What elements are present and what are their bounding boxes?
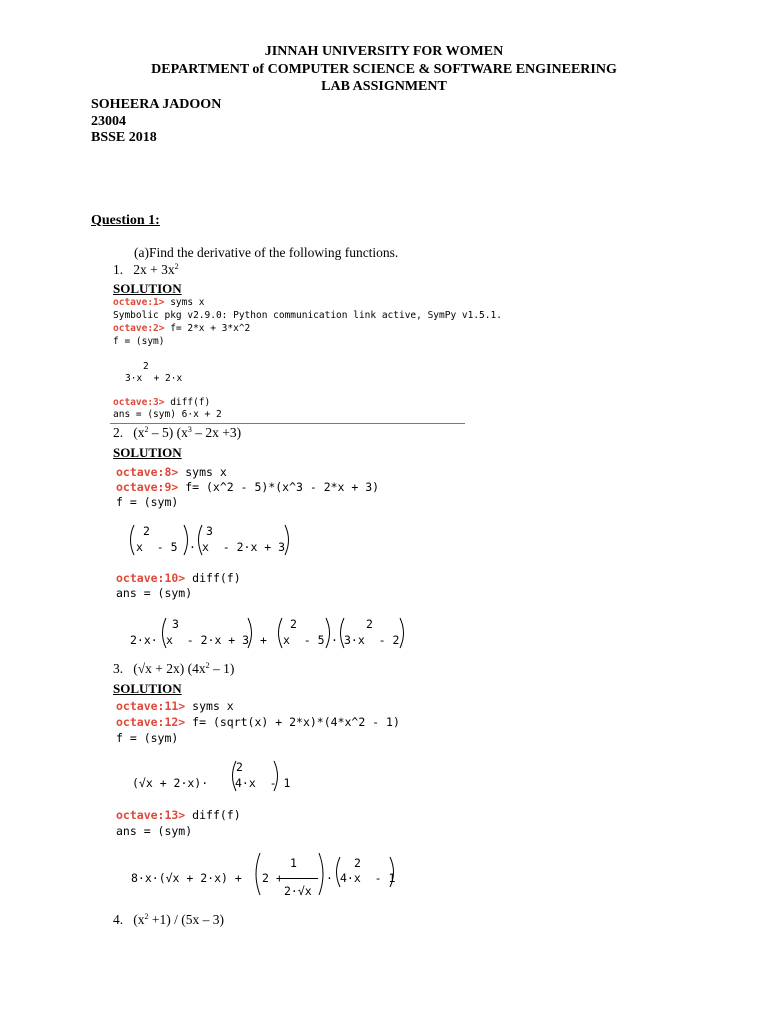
console-2-d-plus: + xyxy=(260,633,267,647)
console-1-f-exponent: 2 xyxy=(143,361,149,372)
solution-label-2: SOLUTION xyxy=(113,445,182,460)
department-title: DEPARTMENT of COMPUTER SCIENCE & SOFTWARE ENGINEERING xyxy=(151,62,617,77)
console-2-f-term-1: x - 5 xyxy=(136,540,178,554)
console-3-f-term-2: 4·x - 1 xyxy=(235,776,291,790)
student-id: 23004 xyxy=(91,114,126,129)
console-3-f-sup: 2 xyxy=(236,760,243,774)
console-3-line-2: octave:12> f= (sqrt(x) + 2*x)*(4*x^2 - 1) xyxy=(116,715,400,729)
console-1-line-1: octave:1> syms x xyxy=(113,297,205,308)
console-2-line-3: octave:10> diff(f) xyxy=(116,571,241,585)
console-3-f-paren-right xyxy=(272,760,282,792)
console-2-d-dot: · xyxy=(331,633,338,647)
console-2-f-line: f = (sym) xyxy=(116,495,179,509)
console-2-d-term-3: 3·x - 2 xyxy=(344,633,400,647)
student-batch: BSSE 2018 xyxy=(91,130,157,145)
console-3-d-paren-left-1 xyxy=(252,852,262,896)
console-3-d-lead: 8·x·(√x + 2·x) + xyxy=(131,871,242,885)
console-1-pkg-line: Symbolic pkg v2.9.0: Python communication link active, SymPy v1.5.1. xyxy=(113,310,502,321)
console-2-d-sup-3: 2 xyxy=(366,617,373,631)
console-2-f-term-2: x - 2·x + 3 xyxy=(202,540,286,554)
console-3-line-3: octave:13> diff(f) xyxy=(116,808,241,822)
console-2-f-dot: · xyxy=(189,540,196,554)
console-3-d-paren-right-2 xyxy=(388,856,398,888)
console-2-d-paren-right-1 xyxy=(246,617,256,649)
solution-label-3: SOLUTION xyxy=(113,681,182,696)
console-2-d-term-1: x - 2·x + 3 xyxy=(166,633,250,647)
question-instruction: (a)Find the derivative of the following functions. xyxy=(134,245,399,260)
console-2-f-sup-1: 2 xyxy=(143,524,150,538)
console-3-d-fraction-bar xyxy=(282,878,318,879)
console-1-answer: ans = (sym) 6·x + 2 xyxy=(113,409,222,420)
console-3-d-dot: · xyxy=(326,871,333,885)
console-2-f-paren-left-1 xyxy=(126,524,136,556)
console-2-d-lead: 2·x· xyxy=(130,633,158,647)
console-3-d-term-3: 4·x - 1 xyxy=(340,871,396,885)
console-3-line-1: octave:11> syms x xyxy=(116,699,234,713)
console-2-d-sup-2: 2 xyxy=(290,617,297,631)
question-title: Question 1: xyxy=(91,213,160,228)
console-2-d-sup-1: 3 xyxy=(172,617,179,631)
problem-4-expression: 4. $(x^2 +1) / (5x - 3)$ xyxy=(113,912,224,927)
console-1-f-expression: 3·x + 2·x xyxy=(125,373,183,384)
console-3-d-two-plus: 2 + xyxy=(262,871,283,885)
console-1-f-line: f = (sym) xyxy=(113,336,165,347)
problem-2-expression: 2. $(x^2 - 5)$ $(x^3 - 2x +3)$ xyxy=(113,425,242,440)
console-1-line-3: octave:3> diff(f) xyxy=(113,397,211,408)
university-title: JINNAH UNIVERSITY FOR WOMEN xyxy=(264,44,504,59)
document-type: LAB ASSIGNMENT xyxy=(321,79,447,94)
problem-3-expression: 3. (√x + 2x) $(4x^2 - 1)$ xyxy=(113,661,235,676)
console-3-d-denominator: 2·√x xyxy=(284,884,312,898)
divider-line xyxy=(110,423,465,424)
console-2-line-1: octave:8> syms x xyxy=(116,465,227,479)
console-2-d-paren-right-3 xyxy=(398,617,408,649)
console-2-d-term-2: x - 5 xyxy=(283,633,325,647)
console-3-f-term-1: (√x + 2·x)· xyxy=(132,776,209,790)
problem-1-expression: 1. $2x + 3x^2$ xyxy=(113,262,179,277)
console-2-f-sup-2: 3 xyxy=(206,524,213,538)
solution-label-1: SOLUTION xyxy=(113,281,182,296)
console-3-d-numerator: 1 xyxy=(290,856,297,870)
console-3-d-sup: 2 xyxy=(354,856,361,870)
console-3-answer-line: ans = (sym) xyxy=(116,824,193,838)
console-2-line-2: octave:9> f= (x^2 - 5)*(x^3 - 2*x + 3) xyxy=(116,480,380,494)
console-3-f-line: f = (sym) xyxy=(116,731,179,745)
console-1-line-2: octave:2> f= 2*x + 3*x^2 xyxy=(113,323,251,334)
console-2-f-paren-right-2 xyxy=(283,524,293,556)
student-name: SOHEERA JADOON xyxy=(91,97,222,112)
console-2-answer-line: ans = (sym) xyxy=(116,586,193,600)
